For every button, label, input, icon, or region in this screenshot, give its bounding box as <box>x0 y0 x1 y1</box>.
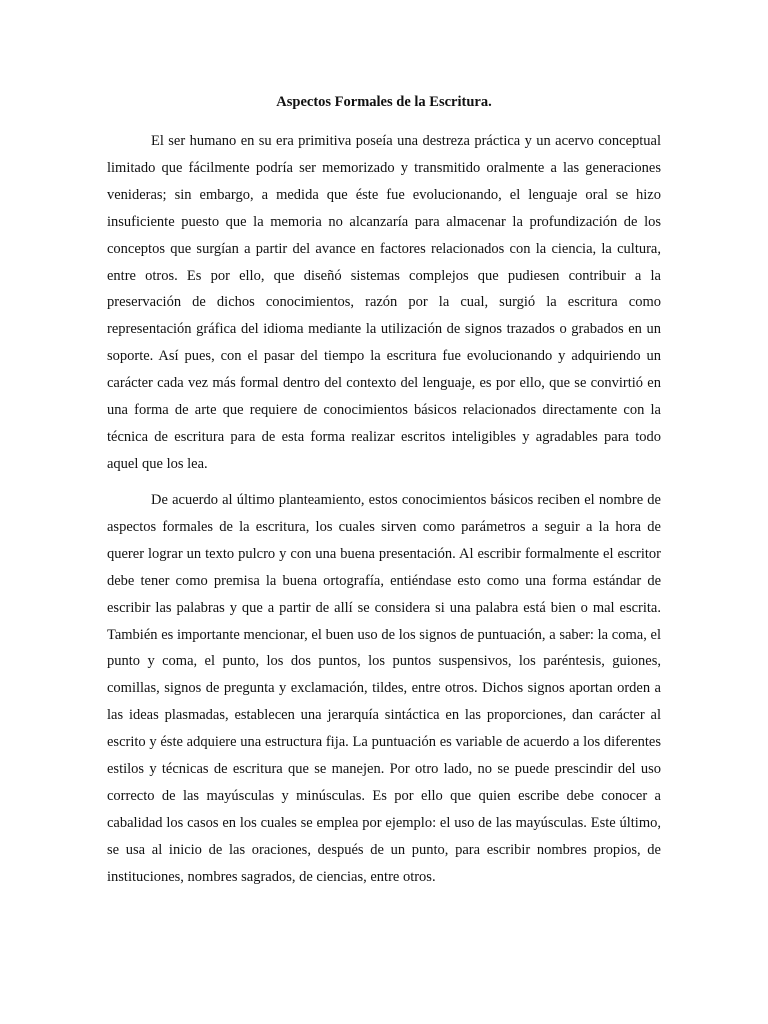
document-title: Aspectos Formales de la Escritura. <box>276 94 492 110</box>
paragraph-1: El ser humano en su era primitiva poseía una destreza práctica y un acervo conceptual limitado que fácilmente podría ser memorizado y transmitido oralmente a las generaciones venideras; sin embargo, a medida que éste fue evolucionando, el lenguaje oral se hizo insuficiente puesto que la memoria no alcanzaría para almacenar la profundización de los conceptos que surgían a partir del avance en factores relacionados con la ciencia, la cultura, entre otros. Es por ello, que diseñó sistemas complejos que pudiesen contribuir a la preservación de dichos conocimientos, razón por la cual, surgió la escritura como representación gráfica del idioma mediante la utilización de signos trazados o grabados en un soporte. Así pues, con el pasar del tiempo la escritura fue evolucionando y adquiriendo un carácter cada vez más formal dentro del contexto del lenguaje, es por ello, que se convirtió en una forma de arte que requiere de conocimientos básicos relacionados directamente con la técnica de escritura para de esta forma realizar escritos inteligibles y agradables para todo aquel que los lea. <box>107 133 661 472</box>
paragraph-2: De acuerdo al último planteamiento, estos conocimientos básicos reciben el nombre de aspectos formales de la escritura, los cuales sirven como parámetros a seguir a la hora de querer lograr un texto pulcro y con una buena presentación. Al escribir formalmente el escritor debe tener como premisa la buena ortografía, entiéndase esto como una forma estándar de escribir las palabras y que a partir de allí se considera si una palabra está bien o mal escrita. También es importante mencionar, el buen uso de los signos de puntuación, a saber: la coma, el punto y coma, el punto, los dos puntos, los puntos suspensivos, los paréntesis, guiones, comillas, signos de pregunta y exclamación, tildes, entre otros. Dichos signos aportan orden a las ideas plasmadas, establecen una jerarquía sintáctica en las proporciones, dan carácter al escrito y éste adquiere una estructura fija. La puntuación es variable de acuerdo a los diferentes estilos y técnicas de escritura que se manejen. Por otro lado, no se puede prescindir del uso correcto de las mayúsculas y minúsculas. Es por ello que quien escribe debe conocer a cabalidad los casos en los cuales se emplea por ejemplo: el uso de las mayúsculas. Este último, se usa al inicio de las oraciones, después de un punto, para escribir nombres propios, de instituciones, nombres sagrados, de ciencias, entre otros. <box>107 492 661 885</box>
